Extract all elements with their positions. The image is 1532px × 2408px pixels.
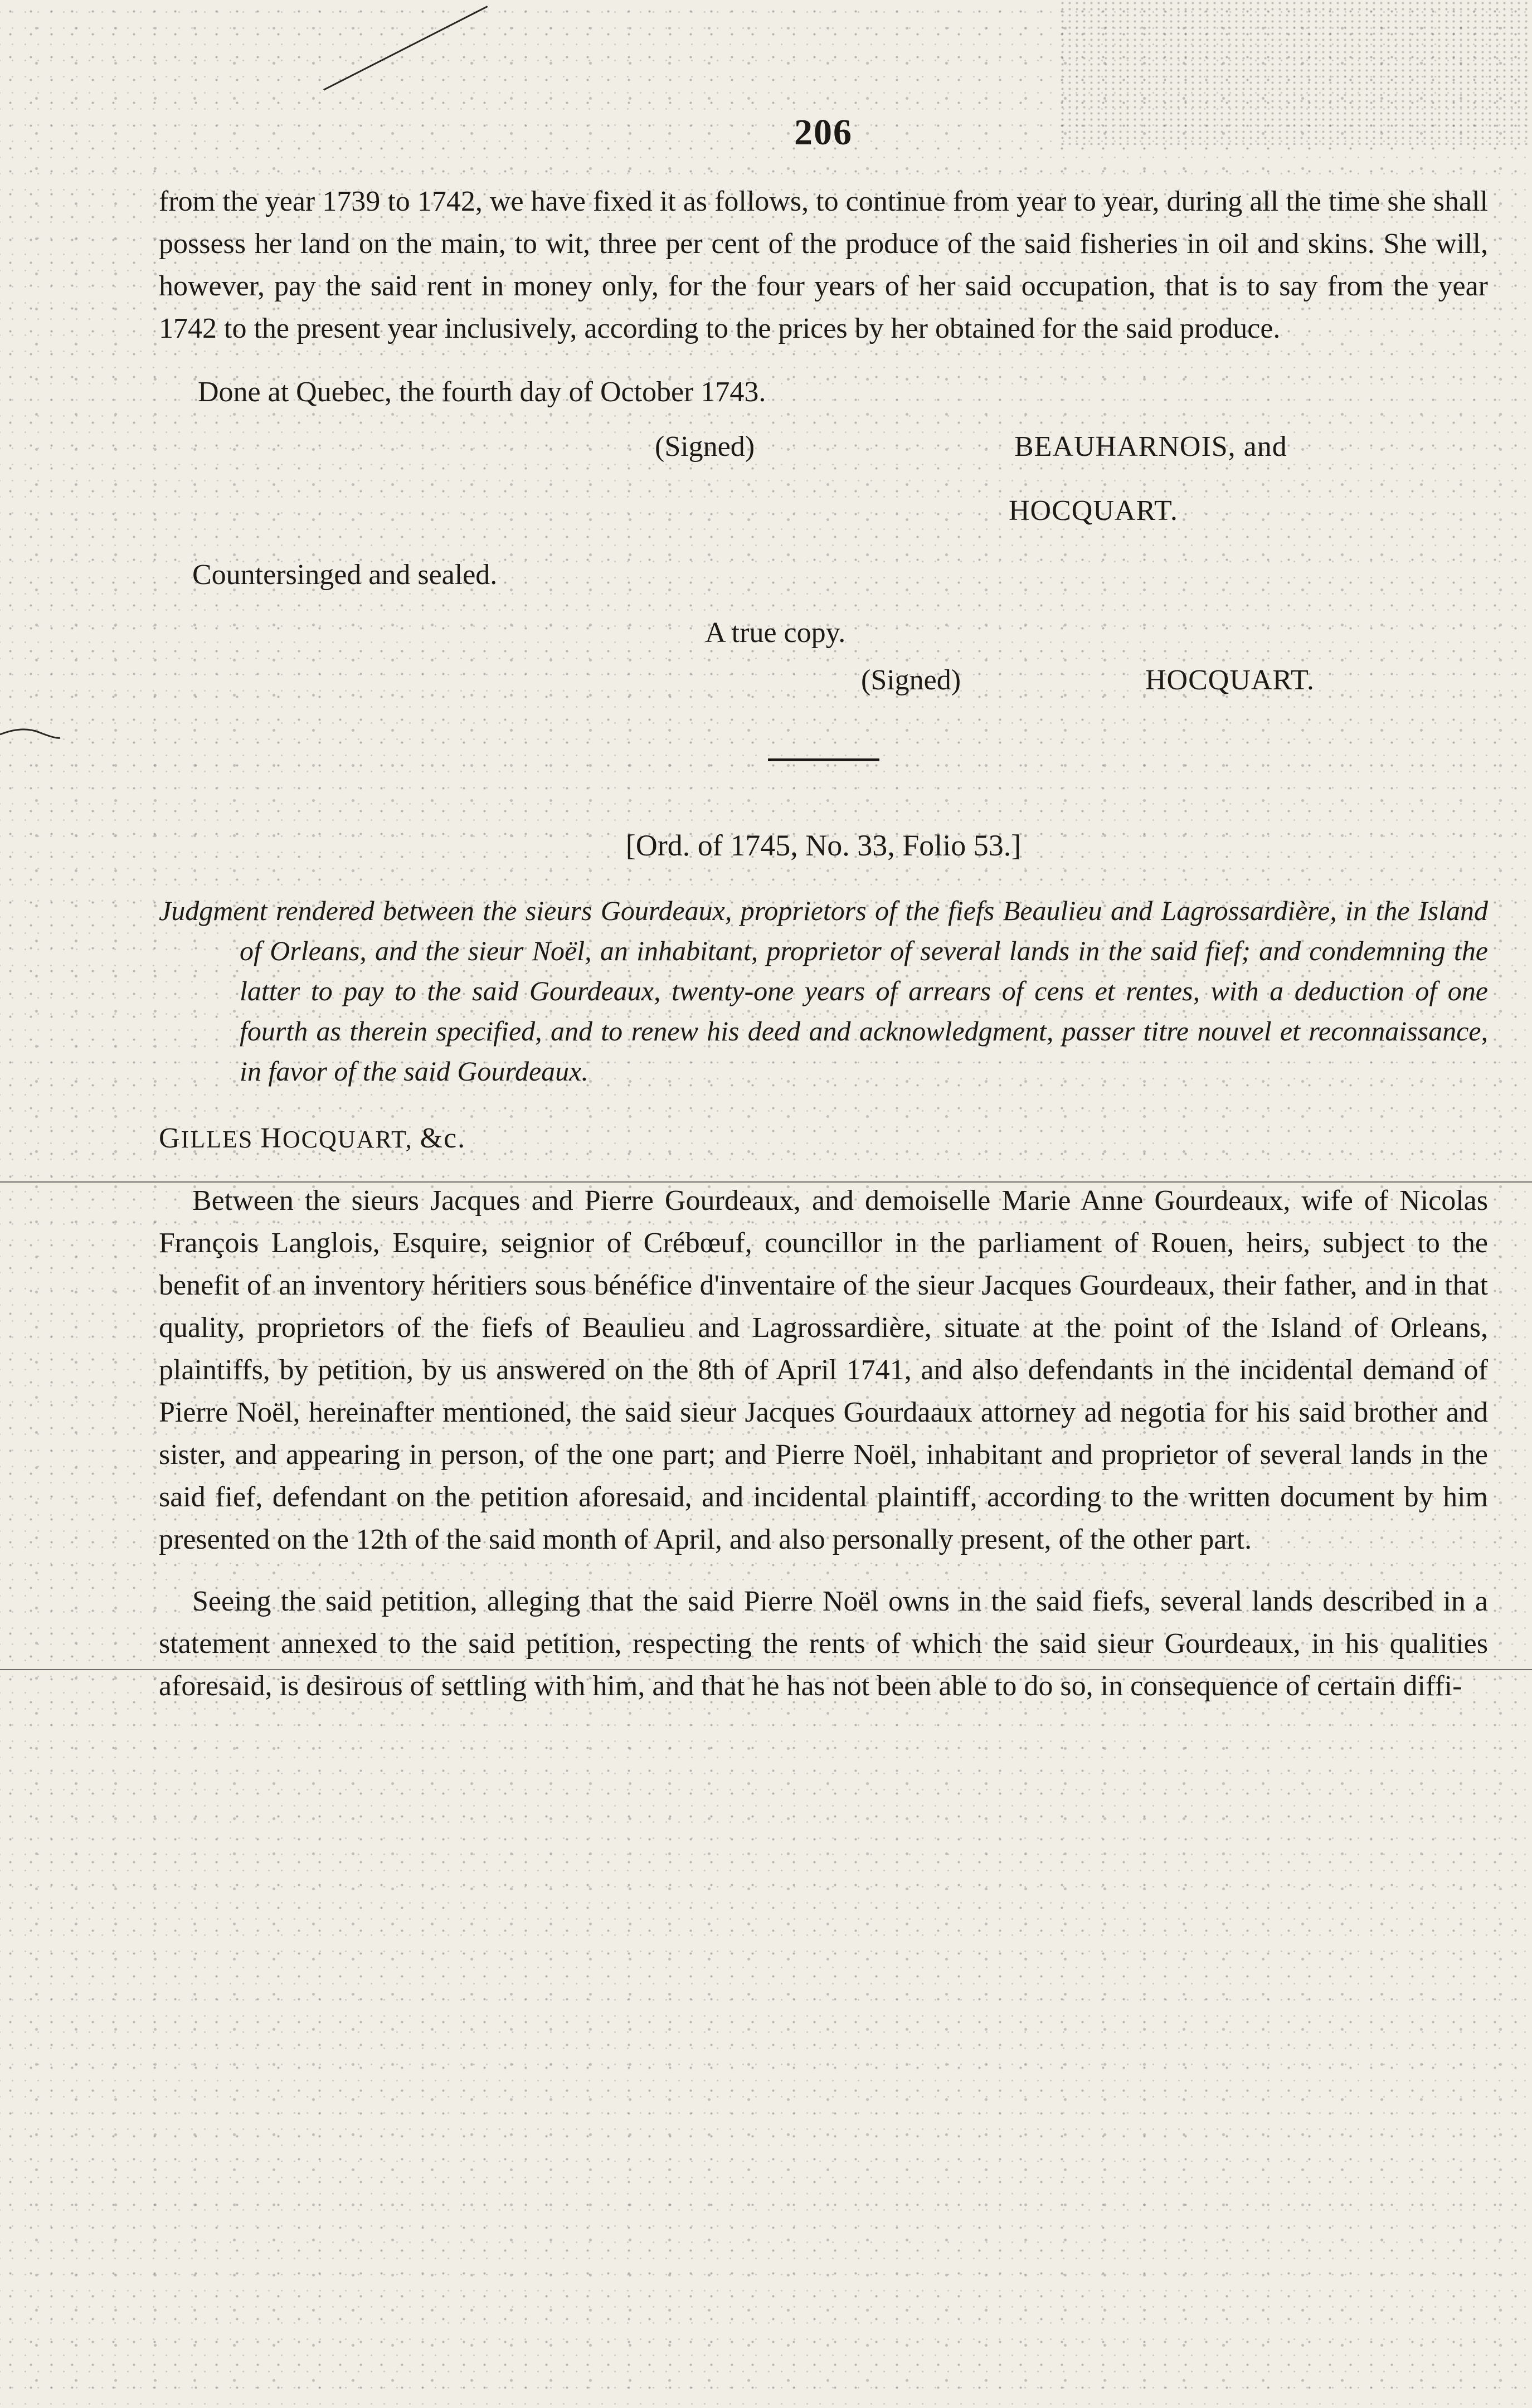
pen-stroke-mark: [323, 6, 488, 90]
judgment-summary: Judgment rendered between the sieurs Gourdeaux, proprietors of the fiefs Beaulieu and Lagrossardière, in the Island of Orleans, and the sieur Noël, an inhabitant, proprietor of several lands in the said fief; and condemning the latter to pay to the said Gourdeaux, twenty-one years of arrears of cens et rentes, with a deduction of one fourth as therein specified, and to renew his deed and acknowledgment, passer titre nouvel et reconnaissance, in favor of the said Gourdeaux.: [159, 895, 1488, 1087]
heading-initial: H: [260, 1122, 283, 1154]
signatory-name: HOCQUART.: [1145, 664, 1315, 696]
page-number: 206: [794, 112, 853, 153]
heading-text: ILLES: [181, 1126, 254, 1153]
paragraph-seeing: Seeing the said petition, alleging that the said Pierre Noël owns in the said fiefs, several lands described in a statement annexed to the said petition, respecting the rents of which the said sieur Gourdeaux, in his qualities aforesaid, is desirous of settling with him, and that he has not been able to do so, in consequence of certain diffi-: [159, 1585, 1488, 1702]
section-divider: [768, 758, 879, 761]
true-copy-line: [159, 591, 1488, 658]
signature-line-2: [159, 486, 1488, 547]
heading-suffix: &c.: [420, 1122, 466, 1154]
done-at-line: Done at Quebec, the fourth day of October 1743.: [198, 376, 766, 408]
issuer-heading: [159, 1122, 1488, 1155]
ordinance-reference: [Ord. of 1745, No. 33, Folio 53.]: [625, 829, 1022, 862]
margin-hook-mark: [0, 724, 61, 741]
opening-paragraph: from the year 1739 to 1742, we have fixed it as follows, to continue from year to year, during all the time she shall possess her land on the main, to wit, three per cent of the produce of the said fisheries in oil and skins. She will, however, pay the said rent in money only, for the four years of her said occupation, that is to say from the year 1742 to the present year inclusively, according to the prices by her obtained for the said produce.: [159, 186, 1488, 344]
signatory-name: HOCQUART.: [1009, 495, 1178, 527]
page-content: [159, 111, 1488, 1708]
signatory-name: BEAUHARNOIS, and: [1014, 431, 1287, 463]
signed-label: (Signed): [655, 431, 755, 463]
signed-label: (Signed): [861, 664, 961, 696]
paragraph-between: Between the sieurs Jacques and Pierre Gourdeaux, and demoiselle Marie Anne Gourdeaux, wife of Nicolas François Langlois, Esquire, seignior of Crébœuf, councillor in the parliament of Rouen, heirs, subject to the benefit of an inventory héritiers sous bénéfice d'inventaire of the sieur Jacques Gourdeaux, their father, and in that quality, proprietors of the fiefs of Beaulieu and Lagrossardière, situate at the point of the Island of Orleans, plaintiffs, by petition, by us answered on the 8th of April 1741, and also defendants in the incidental demand of Pierre Noël, hereinafter mentioned, the said sieur Jacques Gourdaaux attorney ad negotia for his said brother and sister, and appearing in person, of the one part; and Pierre Noël, inhabitant and proprietor of several lands in the said fief, defendant on the petition aforesaid, and incidental plaintiff, according to the written document by him presented on the 12th of the said month of April, and also personally present, of the other part.: [159, 1185, 1488, 1555]
signature-line-3: [159, 658, 1488, 708]
true-copy-label: A true copy.: [705, 617, 846, 649]
heading-text: OCQUART,: [282, 1126, 413, 1153]
heading-initial: G: [159, 1122, 181, 1154]
signature-line-1: [159, 414, 1488, 486]
countersigned-line: Countersinged and sealed.: [192, 559, 498, 591]
